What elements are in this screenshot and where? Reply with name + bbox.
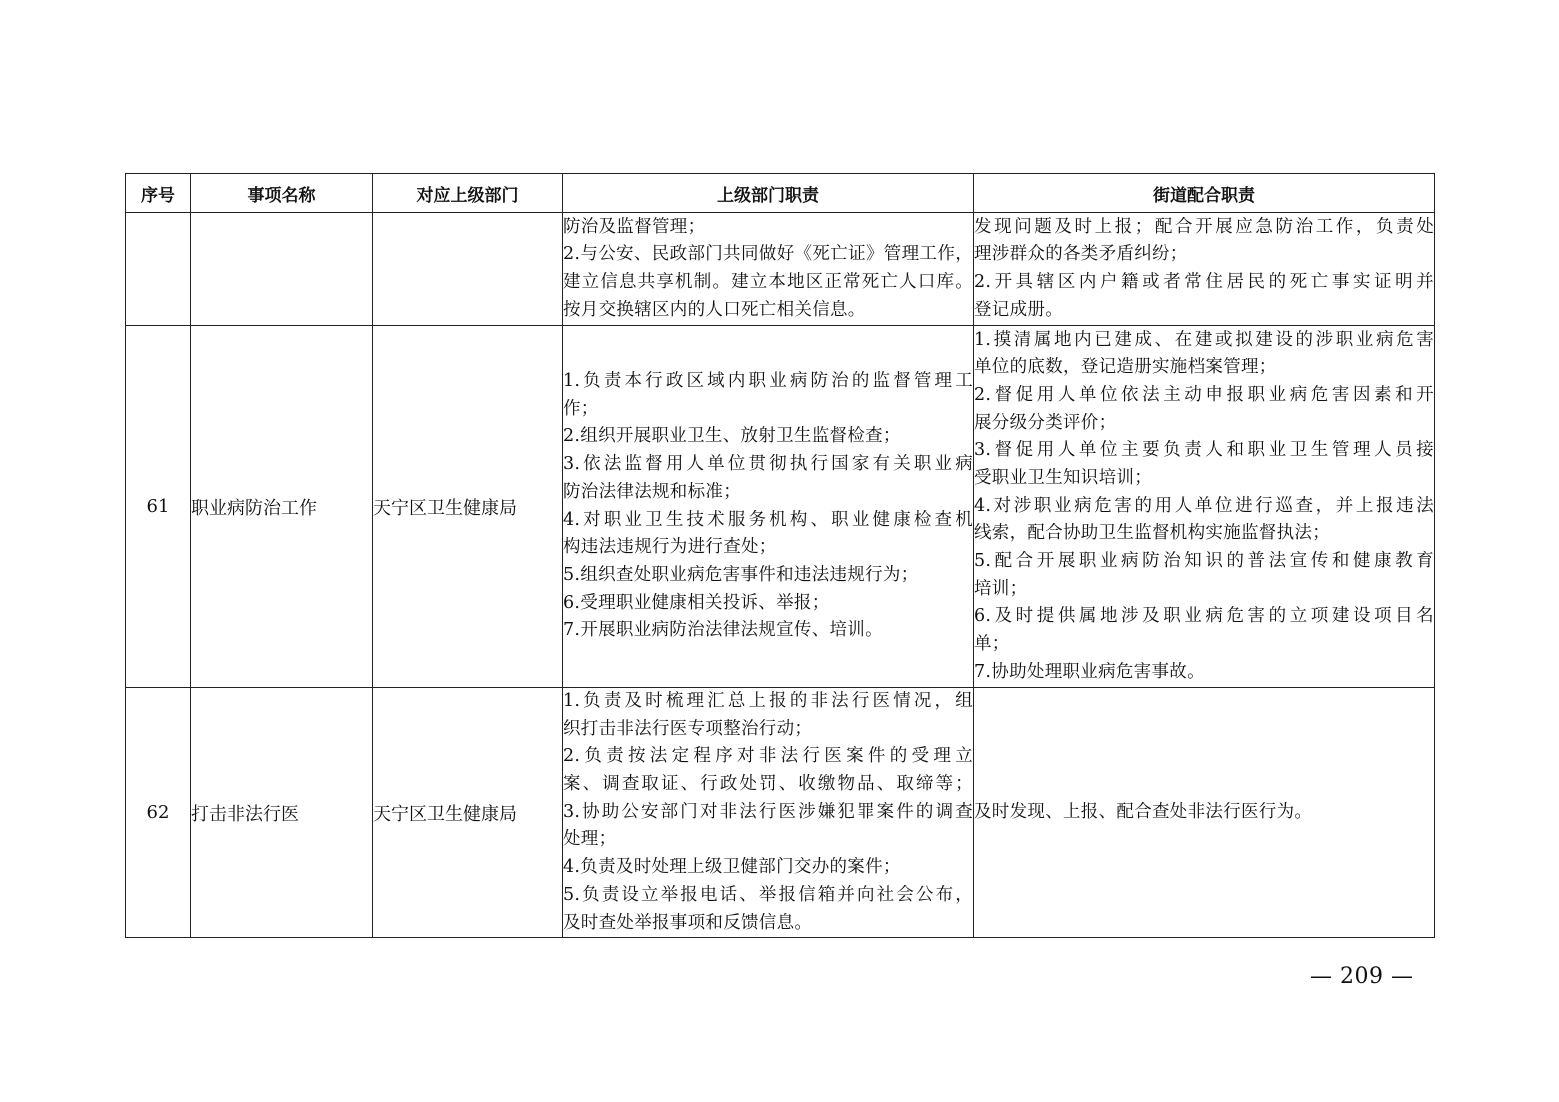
duty-line: 4.对职业卫生技术服务机构、职业健康检查机 xyxy=(563,509,973,530)
duty-line: 线索，配合协助卫生监督机构实施监督执法； xyxy=(974,523,1330,544)
row-num: 61 xyxy=(126,326,191,688)
duty-line: 2.开具辖区内户籍或者常住居民的死亡事实证明并 xyxy=(974,272,1434,292)
duty-line: 2.督促用人单位依法主动申报职业病危害因素和开 xyxy=(974,384,1434,405)
duty-line: 2.负责按法定程序对非法行医案件的受理立 xyxy=(563,746,973,767)
duty-line: 作； xyxy=(563,398,599,419)
duty-line: 防治法律法规和标准； xyxy=(563,481,741,502)
row-dept xyxy=(373,213,563,326)
duty-line: 6.及时提供属地涉及职业病危害的立项建设项目名 xyxy=(974,606,1434,627)
duty-line: 1.负责及时梳理汇总上报的非法行医情况，组 xyxy=(563,691,973,711)
header-row xyxy=(126,174,1435,213)
duty-line: 3.依法监督用人单位贯彻执行国家有关职业病 xyxy=(563,454,973,475)
duty-line: 发现问题及时上报；配合开展应急防治工作，负责处 xyxy=(974,216,1434,237)
row-num: 62 xyxy=(126,688,191,938)
duty-line: 5.配合开展职业病防治知识的普法宣传和健康教育 xyxy=(974,551,1434,572)
duty-line: 防治及监督管理； xyxy=(563,216,706,237)
street-duties-cell xyxy=(974,326,1435,688)
table-row xyxy=(126,688,1435,938)
header-upper-duties: 上级部门职责 xyxy=(563,174,974,213)
duty-line: 4.对涉职业病危害的用人单位进行巡查，并上报违法 xyxy=(974,495,1434,516)
duty-line: 3.督促用人单位主要负责人和职业卫生管理人员接 xyxy=(974,440,1434,461)
duty-line: 培训； xyxy=(974,578,1028,599)
upper-duties-cell xyxy=(563,326,974,688)
duty-line: 单位的底数，登记造册实施档案管理； xyxy=(974,357,1277,378)
duty-line: 构违法违规行为进行查处； xyxy=(563,537,777,558)
page-number: — 209 — xyxy=(1310,964,1414,989)
upper-duties-cell xyxy=(563,688,974,938)
duty-line: 7.协助处理职业病危害事故。 xyxy=(974,661,1205,682)
duty-line: 建立信息共享机制。建立本地区正常死亡人口库。 xyxy=(563,272,973,292)
row-name: 职业病防治工作 xyxy=(191,326,373,688)
table-row xyxy=(126,213,1435,326)
row-dept: 天宁区卫生健康局 xyxy=(373,688,563,938)
row-name: 打击非法行医 xyxy=(191,688,373,938)
duty-line: 1.摸清属地内已建成、在建或拟建设的涉职业病危害 xyxy=(974,329,1434,350)
duty-line: 受职业卫生知识培训； xyxy=(974,467,1152,488)
duty-line: 及时查处举报事项和反馈信息。 xyxy=(563,912,813,933)
duty-line: 及时发现、上报、配合查处非法行医行为。 xyxy=(974,801,1313,822)
duty-line: 理涉群众的各类矛盾纠纷； xyxy=(974,244,1188,265)
duty-line: 2.组织开展职业卫生、放射卫生监督检查； xyxy=(563,426,901,447)
street-duties-cell xyxy=(974,213,1435,326)
duty-line: 织打击非法行医专项整治行动； xyxy=(563,718,813,739)
duty-line: 1.负责本行政区域内职业病防治的监督管理工 xyxy=(563,371,973,392)
header-dept: 对应上级部门 xyxy=(373,174,563,213)
duty-line: 6.受理职业健康相关投诉、举报； xyxy=(563,592,830,613)
duty-line: 3.协助公安部门对非法行医涉嫌犯罪案件的调查 xyxy=(563,801,973,822)
row-dept: 天宁区卫生健康局 xyxy=(373,326,563,688)
row-name xyxy=(191,213,373,326)
header-name: 事项名称 xyxy=(191,174,373,213)
duty-table xyxy=(125,173,1435,938)
upper-duties-cell xyxy=(563,213,974,326)
duty-line: 7.开展职业病防治法律法规宣传、培训。 xyxy=(563,620,883,641)
header-street-duties: 街道配合职责 xyxy=(974,174,1435,213)
duty-line: 展分级分类评价； xyxy=(974,412,1117,433)
duty-line: 2.与公安、民政部门共同做好《死亡证》管理工作， xyxy=(563,244,973,265)
table-row xyxy=(126,326,1435,688)
duty-line: 处理； xyxy=(563,829,617,850)
duty-line: 5.组织查处职业病危害事件和违法违规行为； xyxy=(563,564,919,585)
duty-line: 单； xyxy=(974,634,1010,655)
duty-line: 4.负责及时处理上级卫健部门交办的案件； xyxy=(563,857,901,878)
duty-line: 登记成册。 xyxy=(974,299,1063,320)
duty-line: 5.负责设立举报电话、举报信箱并向社会公布， xyxy=(563,884,973,905)
row-num xyxy=(126,213,191,326)
duty-line: 按月交换辖区内的人口死亡相关信息。 xyxy=(563,299,866,320)
street-duties-cell xyxy=(974,688,1435,938)
duty-line: 案、调查取证、行政处罚、收缴物品、取缔等； xyxy=(563,774,973,795)
header-num: 序号 xyxy=(126,174,191,213)
